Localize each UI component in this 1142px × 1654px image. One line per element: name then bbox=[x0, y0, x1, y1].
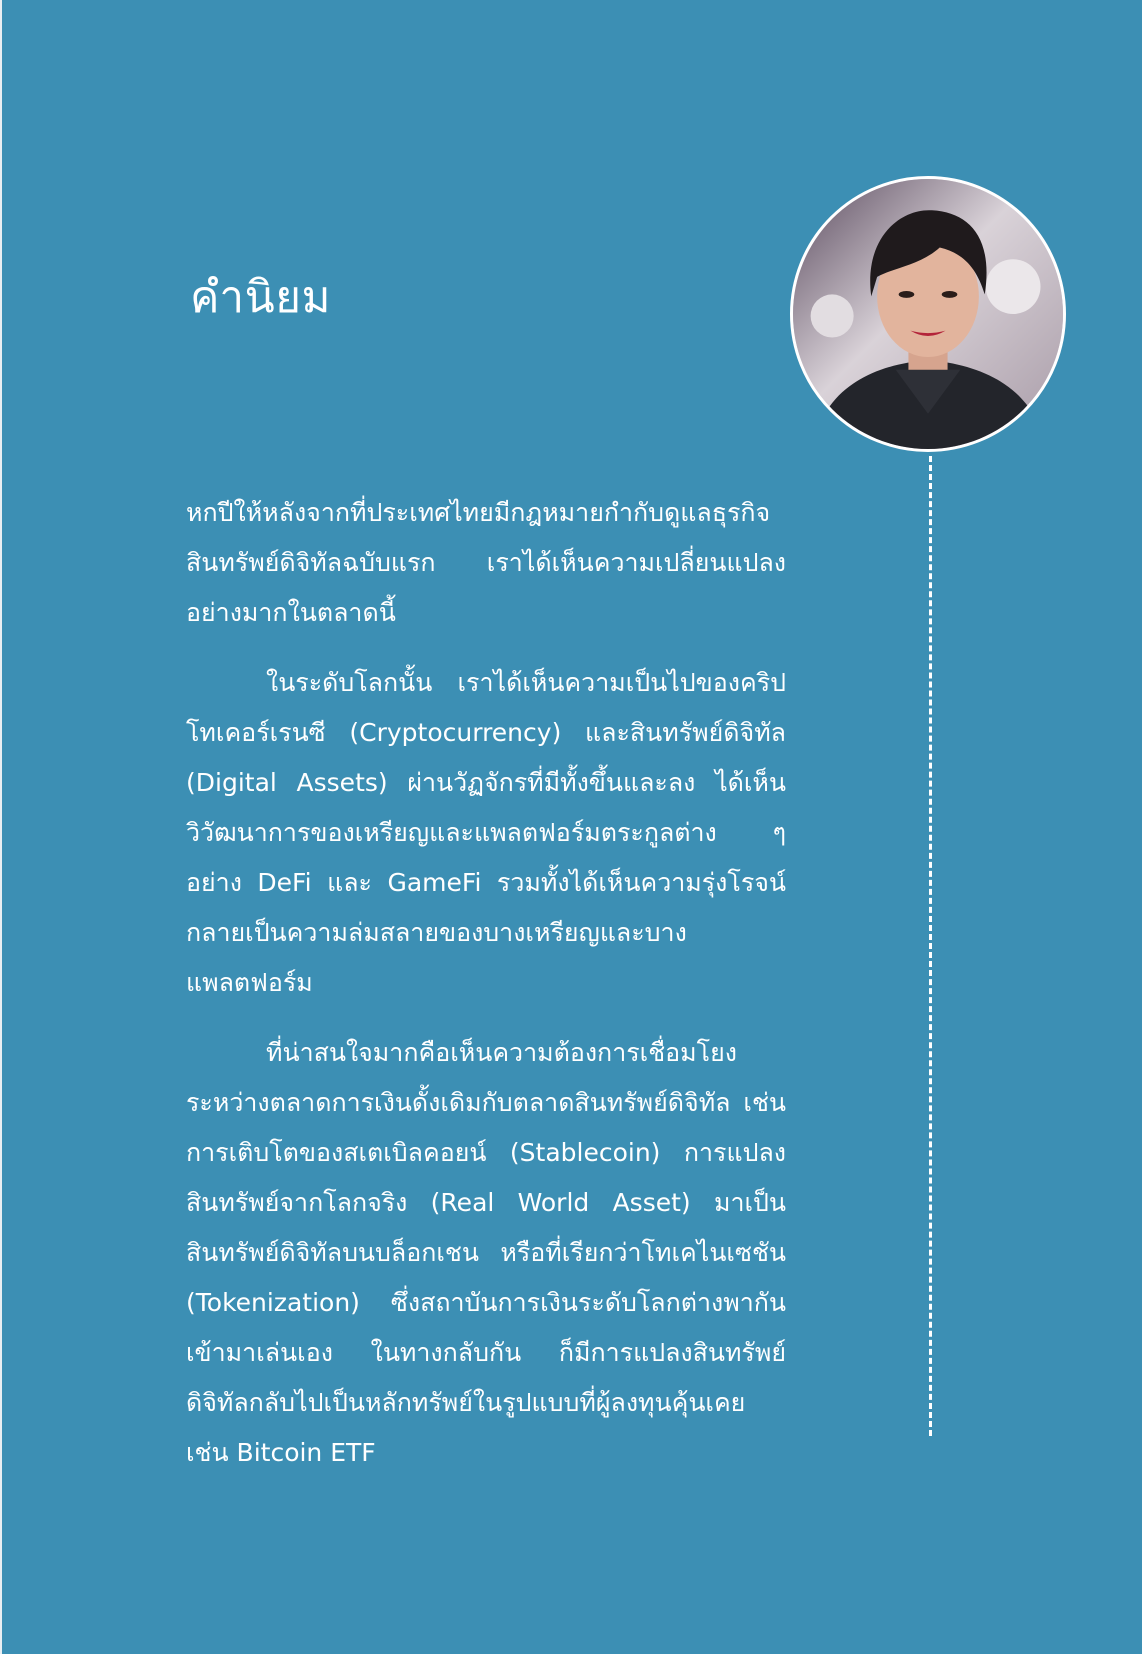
paragraph-2: ในระดับโลกนั้น เราได้เห็นความเป็นไปของคริปโทเคอร์เรนซี (Cryptocurrency) และสินทรัพย์ดิจิทัล (Digital Assets) ผ่านวัฏจักรที่มีทั้งขึ้นและลง ได้เห็นวิวัฒนาการของเหรียญและแพลตฟอร์มตระกูลต่าง ๆ อย่าง DeFi และ GameFi รวมทั้งได้เห็นความรุ่งโรจน์กลายเป็นความล่มสลายของบางเหรียญและบางแพลตฟอร์ม bbox=[186, 668, 786, 997]
paragraph-3: ที่น่าสนใจมากคือเห็นความต้องการเชื่อมโยงระหว่างตลาดการเงินดั้งเดิมกับตลาดสินทรัพย์ดิจิทัล เช่น การเติบโตของสเตเบิลคอยน์ (Stablecoin) การแปลงสินทรัพย์จากโลกจริง (Real World Asset) มาเป็นสินทรัพย์ดิจิทัลบนบล็อกเชน หรือที่เรียกว่าโทเคไนเซชัน (Tokenization) ซึ่งสถาบันการเงินระดับโลกต่างพากันเข้ามาเล่นเอง ในทางกลับกัน ก็มีการแปลงสินทรัพย์ดิจิทัลกลับไปเป็นหลักทรัพย์ในรูปแบบที่ผู้ลงทุนคุ้นเคย เช่น Bitcoin ETF bbox=[186, 1038, 786, 1467]
paragraph-1: หกปีให้หลังจากที่ประเทศไทยมีกฎหมายกำกับดูแลธุรกิจสินทรัพย์ดิจิทัลฉบับแรก เราได้เห็นความเปลี่ยนแปลงอย่างมากในตลาดนี้ bbox=[186, 498, 786, 627]
portrait-photo-icon bbox=[793, 179, 1063, 449]
foreword-body bbox=[186, 488, 786, 1498]
page-title: คำนิยม bbox=[190, 272, 332, 323]
dashed-vertical-line-icon bbox=[929, 456, 932, 1436]
author-portrait bbox=[790, 176, 1066, 452]
